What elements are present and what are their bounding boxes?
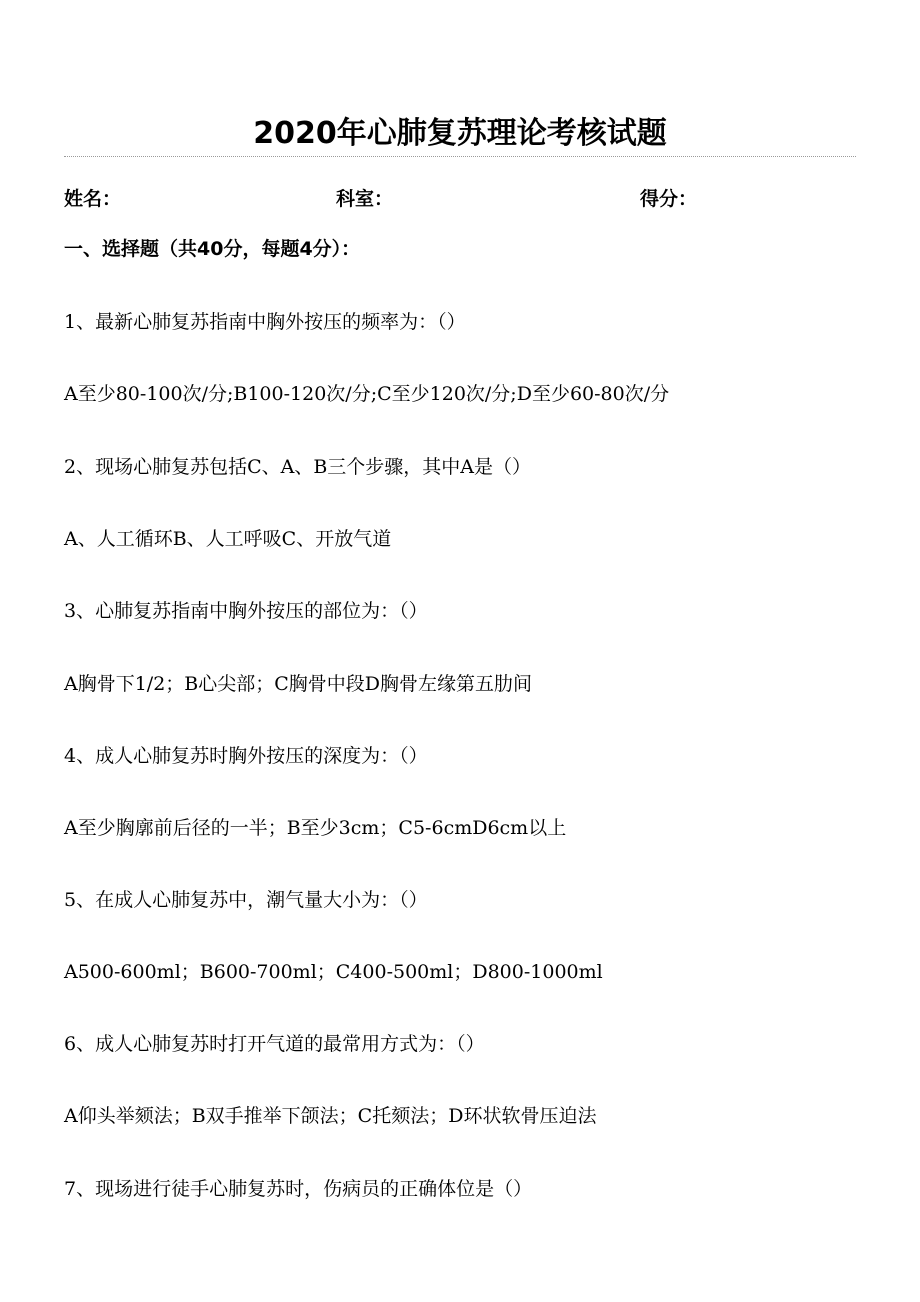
question-1-options: A至少80-100次/分;B100-120次/分;C至少120次/分;D至少60-80次/分 <box>64 383 670 405</box>
title-divider <box>64 156 856 157</box>
question-3-stem: 3、心肺复苏指南中胸外按压的部位为：（） <box>64 600 428 622</box>
question-4-stem: 4、成人心肺复苏时胸外按压的深度为：（） <box>64 745 428 767</box>
question-6-options: A仰头举颏法；B双手推举下颌法；C托颏法；D环状软骨压迫法 <box>64 1105 597 1127</box>
question-6-stem: 6、成人心肺复苏时打开气道的最常用方式为：（） <box>64 1033 485 1055</box>
name-label: 姓名： <box>64 188 122 210</box>
question-5-stem: 5、在成人心肺复苏中，潮气量大小为：（） <box>64 889 428 911</box>
department-label: 科室： <box>336 188 394 210</box>
question-2-options: A、人工循环B、人工呼吸C、开放气道 <box>64 528 392 550</box>
page-title: 2020年心肺复苏理论考核试题 <box>253 116 667 151</box>
section-heading: 一、选择题（共40分，每题4分）： <box>64 238 361 260</box>
question-1-stem: 1、最新心肺复苏指南中胸外按压的频率为：（） <box>64 311 466 333</box>
question-7-stem: 7、现场进行徒手心肺复苏时，伤病员的正确体位是（） <box>64 1178 533 1200</box>
score-label: 得分： <box>640 188 698 210</box>
question-2-stem: 2、现场心肺复苏包括C、A、B三个步骤，其中A是（） <box>64 456 532 478</box>
question-5-options: A500-600ml；B600-700ml；C400-500ml；D800-1000ml <box>64 961 603 983</box>
question-4-options: A至少胸廓前后径的一半；B至少3cm；C5-6cmD6cm以上 <box>64 817 567 839</box>
question-3-options: A胸骨下1/2；B心尖部；C胸骨中段D胸骨左缘第五肋间 <box>64 673 533 695</box>
exam-info-row <box>0 184 920 214</box>
